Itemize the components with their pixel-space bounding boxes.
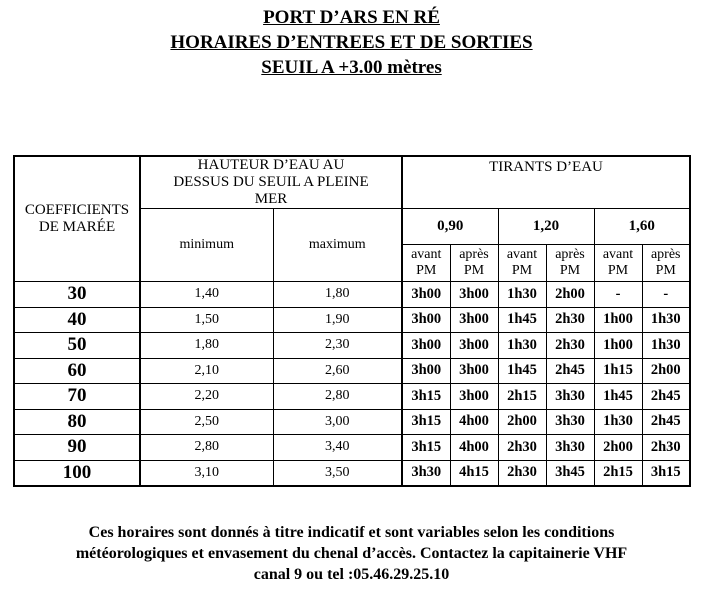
- time-cell: 3h00: [450, 358, 498, 384]
- table-row: [14, 409, 690, 435]
- time-cell: 2h15: [498, 384, 546, 410]
- minimum-cell: 1,80: [140, 333, 273, 359]
- apres-pm-header: après PM: [546, 245, 594, 282]
- maximum-cell: 2,80: [273, 384, 402, 410]
- time-cell: 3h00: [402, 307, 450, 333]
- minimum-cell: 1,40: [140, 282, 273, 308]
- minimum-cell: 2,20: [140, 384, 273, 410]
- time-cell: 3h15: [402, 384, 450, 410]
- tide-schedule-table: [13, 155, 691, 487]
- table-row: [14, 460, 690, 486]
- time-cell: 2h15: [594, 460, 642, 486]
- footer-line-1: Ces horaires sont donnés à titre indicatif et sont variables selon les conditions: [88, 524, 615, 541]
- time-cell: 1h00: [594, 307, 642, 333]
- time-cell: -: [594, 282, 642, 308]
- time-cell: 1h15: [594, 358, 642, 384]
- minimum-cell: 2,80: [140, 435, 273, 461]
- minimum-header: minimum: [140, 209, 273, 282]
- time-cell: 3h30: [546, 384, 594, 410]
- time-cell: 3h00: [450, 333, 498, 359]
- maximum-cell: 3,40: [273, 435, 402, 461]
- time-cell: 2h45: [642, 409, 690, 435]
- time-cell: 1h30: [642, 307, 690, 333]
- time-cell: 2h00: [498, 409, 546, 435]
- time-cell: 3h30: [402, 460, 450, 486]
- table-row: [14, 333, 690, 359]
- table-row: [14, 307, 690, 333]
- maximum-cell: 1,90: [273, 307, 402, 333]
- coefficient-cell: 30: [14, 282, 140, 308]
- table-row: [14, 435, 690, 461]
- time-cell: 3h00: [450, 384, 498, 410]
- draft-header-090: 0,90: [402, 209, 498, 245]
- apres-pm-header: après PM: [642, 245, 690, 282]
- time-cell: 3h15: [402, 435, 450, 461]
- time-cell: 2h00: [642, 358, 690, 384]
- footer-line-3: canal 9 ou tel :05.46.29.25.10: [253, 566, 450, 583]
- time-cell: -: [642, 282, 690, 308]
- avant-pm-header: avant PM: [594, 245, 642, 282]
- footer-line-2: météorologiques et envasement du chenal d’accès. Contactez la capitainerie VHF: [75, 545, 628, 562]
- avant-pm-header: avant PM: [498, 245, 546, 282]
- footer-note: [0, 522, 703, 585]
- time-cell: 1h00: [594, 333, 642, 359]
- hauteur-header: HAUTEUR D’EAU AU DESSUS DU SEUIL A PLEINE MER: [140, 156, 402, 209]
- time-cell: 2h30: [546, 333, 594, 359]
- time-cell: 1h45: [498, 358, 546, 384]
- maximum-cell: 3,00: [273, 409, 402, 435]
- time-cell: 3h30: [546, 435, 594, 461]
- coefficient-cell: 70: [14, 384, 140, 410]
- avant-pm-header: avant PM: [402, 245, 450, 282]
- coefficient-cell: 90: [14, 435, 140, 461]
- time-cell: 4h00: [450, 435, 498, 461]
- coefficients-header: COEFFICIENTS DE MARÉE: [14, 156, 140, 282]
- title-port: PORT D’ARS EN RÉ: [263, 7, 440, 28]
- time-cell: 1h45: [498, 307, 546, 333]
- coefficient-cell: 50: [14, 333, 140, 359]
- time-cell: 3h30: [546, 409, 594, 435]
- apres-pm-header: après PM: [450, 245, 498, 282]
- title-horaires: HORAIRES D’ENTREES ET DE SORTIES: [170, 32, 533, 53]
- time-cell: 2h45: [642, 384, 690, 410]
- coefficient-cell: 40: [14, 307, 140, 333]
- time-cell: 3h00: [450, 282, 498, 308]
- coefficient-cell: 60: [14, 358, 140, 384]
- time-cell: 3h00: [402, 333, 450, 359]
- maximum-cell: 1,80: [273, 282, 402, 308]
- minimum-cell: 2,50: [140, 409, 273, 435]
- time-cell: 3h00: [402, 358, 450, 384]
- time-cell: 2h30: [642, 435, 690, 461]
- time-cell: 1h30: [642, 333, 690, 359]
- minimum-cell: 1,50: [140, 307, 273, 333]
- minimum-cell: 2,10: [140, 358, 273, 384]
- time-cell: 2h00: [594, 435, 642, 461]
- time-cell: 2h30: [546, 307, 594, 333]
- draft-header-120: 1,20: [498, 209, 594, 245]
- table-row: [14, 384, 690, 410]
- time-cell: 4h00: [450, 409, 498, 435]
- time-cell: 2h30: [498, 435, 546, 461]
- time-cell: 1h30: [594, 409, 642, 435]
- time-cell: 3h15: [642, 460, 690, 486]
- maximum-cell: 2,60: [273, 358, 402, 384]
- coefficient-cell: 80: [14, 409, 140, 435]
- time-cell: 3h45: [546, 460, 594, 486]
- time-cell: 4h15: [450, 460, 498, 486]
- time-cell: 1h30: [498, 333, 546, 359]
- table-row: [14, 358, 690, 384]
- maximum-cell: 3,50: [273, 460, 402, 486]
- time-cell: 3h00: [450, 307, 498, 333]
- maximum-cell: 2,30: [273, 333, 402, 359]
- maximum-header: maximum: [273, 209, 402, 282]
- coefficient-cell: 100: [14, 460, 140, 486]
- time-cell: 3h00: [402, 282, 450, 308]
- time-cell: 1h30: [498, 282, 546, 308]
- draft-header-160: 1,60: [594, 209, 690, 245]
- time-cell: 2h30: [498, 460, 546, 486]
- time-cell: 3h15: [402, 409, 450, 435]
- time-cell: 1h45: [594, 384, 642, 410]
- title-seuil: SEUIL A +3.00 mètres: [261, 57, 442, 78]
- tirants-header: TIRANTS D’EAU: [402, 156, 690, 209]
- minimum-cell: 3,10: [140, 460, 273, 486]
- time-cell: 2h00: [546, 282, 594, 308]
- time-cell: 2h45: [546, 358, 594, 384]
- table-row: [14, 282, 690, 308]
